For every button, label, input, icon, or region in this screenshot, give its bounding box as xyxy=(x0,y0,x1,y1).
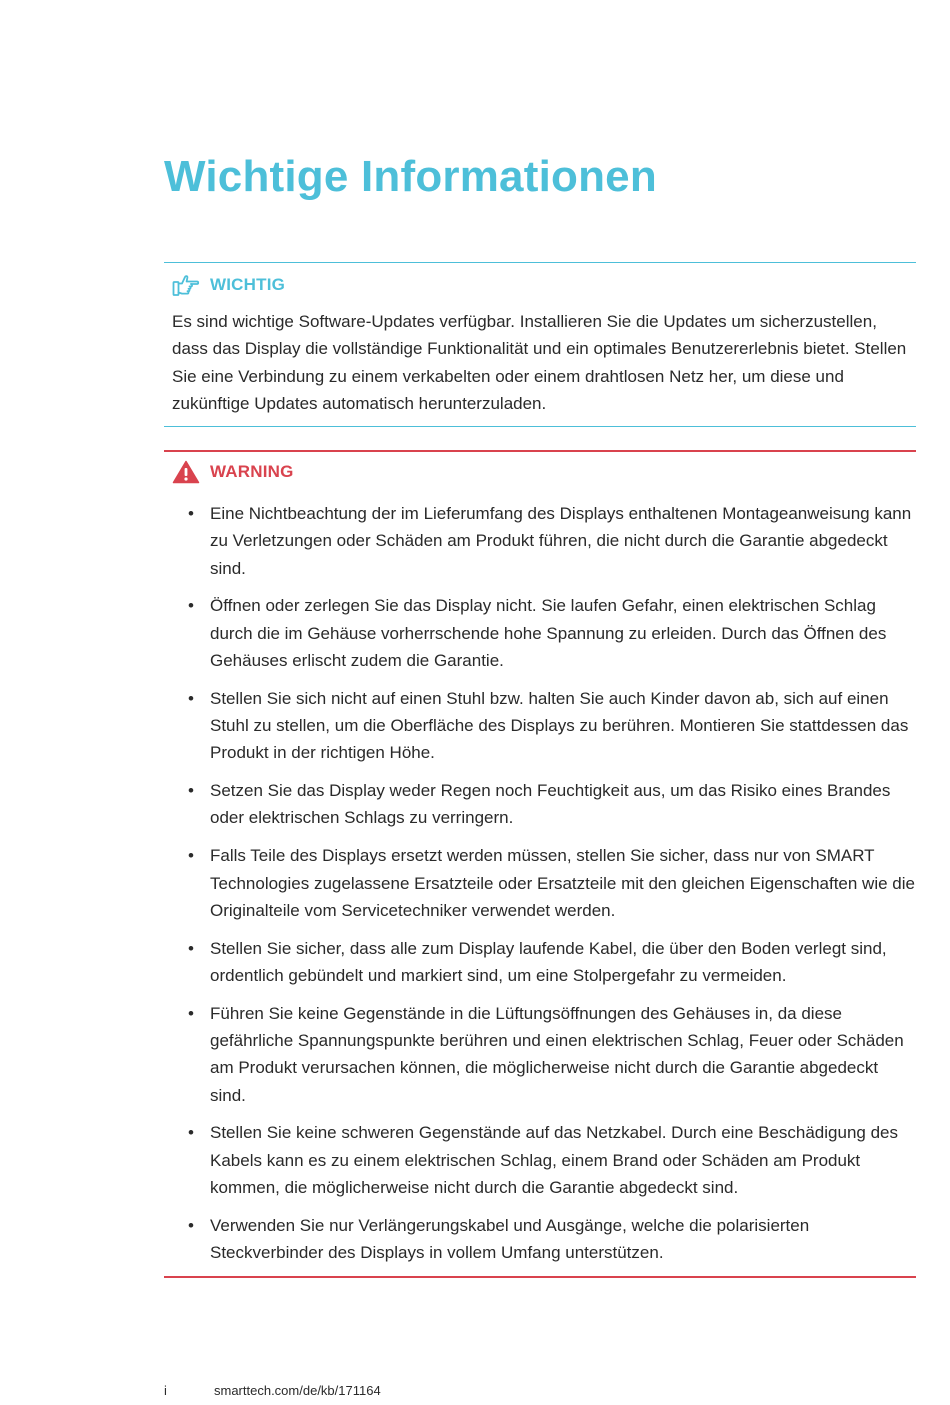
warning-notice xyxy=(164,450,916,1278)
list-item xyxy=(164,685,916,767)
bullet: • xyxy=(188,1215,194,1235)
footer-link[interactable]: smarttech.com/de/kb/171164 xyxy=(214,1383,381,1398)
important-notice xyxy=(164,262,916,427)
bullet: • xyxy=(188,938,194,958)
list-item-text: Eine Nichtbeachtung der im Lieferumfang des Displays enthaltenen Montageanweisung kann zu Verletzungen oder Schäden am Produkt führen, die nicht durch die Garantie abgedeckt sind. xyxy=(210,504,912,578)
page-title: Wichtige Informationen xyxy=(164,152,657,201)
list-item xyxy=(164,500,916,582)
bullet: • xyxy=(188,688,194,708)
bullet: • xyxy=(188,1003,194,1023)
warning-triangle-icon xyxy=(172,460,200,484)
bullet: • xyxy=(188,504,194,523)
bullet: • xyxy=(188,1123,194,1143)
list-item xyxy=(164,935,916,990)
list-item xyxy=(164,1119,916,1201)
warning-list xyxy=(164,500,916,1277)
list-item xyxy=(164,1000,916,1109)
list-item-text: Öffnen oder zerlegen Sie das Display nicht. Sie laufen Gefahr, einen elektrischen Schlag durch die im Gehäuse vorherrschende hohe Spannung zu erleiden. Durch das Öffnen des Gehäuses erlischt zudem die Garantie. xyxy=(210,596,887,670)
important-header xyxy=(172,273,285,297)
important-label: WICHTIG xyxy=(210,275,286,294)
warning-header xyxy=(172,460,294,484)
list-item xyxy=(164,1212,916,1267)
page-number: i xyxy=(164,1383,167,1398)
warning-label: WARNING xyxy=(210,462,294,481)
list-item-text: Verwenden Sie nur Verlängerungskabel und Ausgänge, welche die polarisierten Steckverbinder des Displays in vollem Umfang unterstützen. xyxy=(210,1215,810,1263)
list-item xyxy=(164,777,916,832)
pointing-hand-icon xyxy=(172,273,200,297)
important-text: Es sind wichtige Software-Updates verfügbar. Installieren Sie die Updates um sicherzustellen, dass das Display die vollständige Funktionalität und ein optimales Benutzererlebnis bietet. Stellen Sie eine Verbindung zu einem verkabelten oder einem drahtlosen Netz her, um diese und zukünftige Updates automatisch herunterzuladen. xyxy=(172,312,907,413)
bullet: • xyxy=(188,596,194,616)
list-item-text: Stellen Sie sich nicht auf einen Stuhl bzw. halten Sie auch Kinder davon ab, sich auf einen Stuhl zu stellen, um die Oberfläche des Displays zu berühren. Montieren Sie stattdessen das Produkt in der richtigen Höhe. xyxy=(210,688,909,763)
list-item xyxy=(164,592,916,674)
list-item-text: Setzen Sie das Display weder Regen noch Feuchtigkeit aus, um das Risiko eines Brandes oder elektrischen Schlags zu verringern. xyxy=(210,781,891,828)
list-item-text: Führen Sie keine Gegenstände in die Lüftungsöffnungen des Gehäuses in, da diese gefährliche Spannungspunkte berühren und einen elektrischen Schlag, Feuer oder Schäden am Produkt verursachen können, die möglicherweise nicht durch die Garantie abgedeckt sind. xyxy=(210,1003,904,1105)
list-item xyxy=(164,842,916,924)
list-item-text: Stellen Sie sicher, dass alle zum Display laufende Kabel, die über den Boden verlegt sind, ordentlich gebündelt und markiert sind, um eine Stolpergefahr zu vermeiden. xyxy=(210,938,887,985)
list-item-text: Falls Teile des Displays ersetzt werden müssen, stellen Sie sicher, dass nur von SMART Technologies zugelassene Ersatzteile oder Ersatzteile mit den gleichen Eigenschaften wie die Originalteile vom Servicetechniker verwendet werden. xyxy=(210,846,915,920)
list-item-text: Stellen Sie keine schweren Gegenstände auf das Netzkabel. Durch eine Beschädigung des Kabels kann es zu einem elektrischen Schlag, einem Brand oder Schäden am Produkt kommen, die möglicherweise nicht durch die Garantie abgedeckt sind. xyxy=(210,1123,898,1198)
bullet: • xyxy=(188,846,194,866)
bullet: • xyxy=(188,781,194,801)
